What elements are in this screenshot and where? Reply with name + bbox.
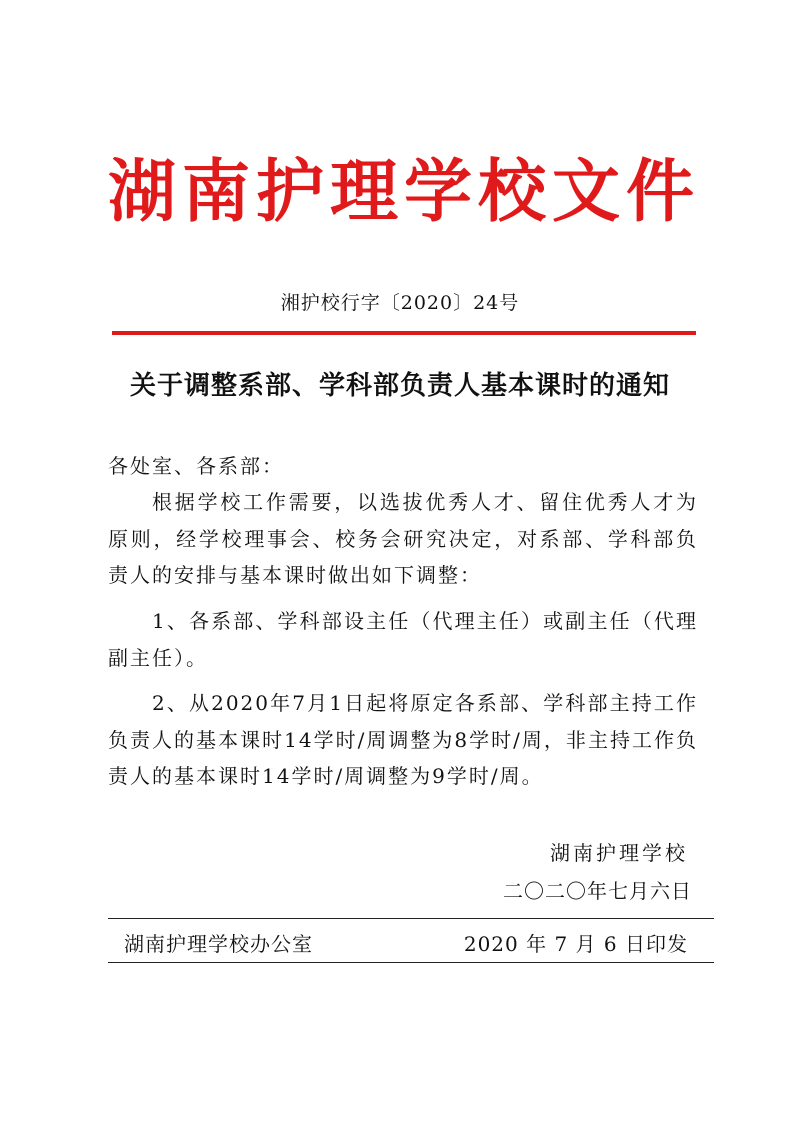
footer-issue-date: 2020 年 7 月 6 日印发 xyxy=(463,932,688,956)
footer-bottom-rule xyxy=(108,962,714,963)
footer-issuer: 湖南护理学校办公室 xyxy=(124,932,313,956)
signature-date: 二〇二〇年七月六日 xyxy=(503,879,692,903)
red-divider-line xyxy=(112,331,696,335)
body-paragraph-3: 2、从2020年7月1日起将原定各系部、学科部主持工作负责人的基本课时14学时/周调整为8学时/周，非主持工作负责人的基本课时14学时/周调整为9学时/周。 xyxy=(108,691,698,788)
addressee: 各处室、各系部： xyxy=(108,454,284,478)
document-number: 湘护校行字〔2020〕24号 xyxy=(280,292,520,314)
body-paragraph-2: 1、各系部、学科部设主任（代理主任）或副主任（代理副主任）。 xyxy=(108,609,698,670)
document-header-title: 湖南护理学校文件 xyxy=(108,153,701,232)
notice-title: 关于调整系部、学科部负责人基本课时的通知 xyxy=(129,371,670,401)
signature-organization: 湖南护理学校 xyxy=(550,841,688,865)
footer-top-rule xyxy=(108,918,714,919)
body-paragraph-1: 根据学校工作需要，以选拔优秀人才、留住优秀人才为原则，经学校理事会、校务会研究决定，对系部、学科部负责人的安排与基本课时做出如下调整： xyxy=(108,490,698,587)
